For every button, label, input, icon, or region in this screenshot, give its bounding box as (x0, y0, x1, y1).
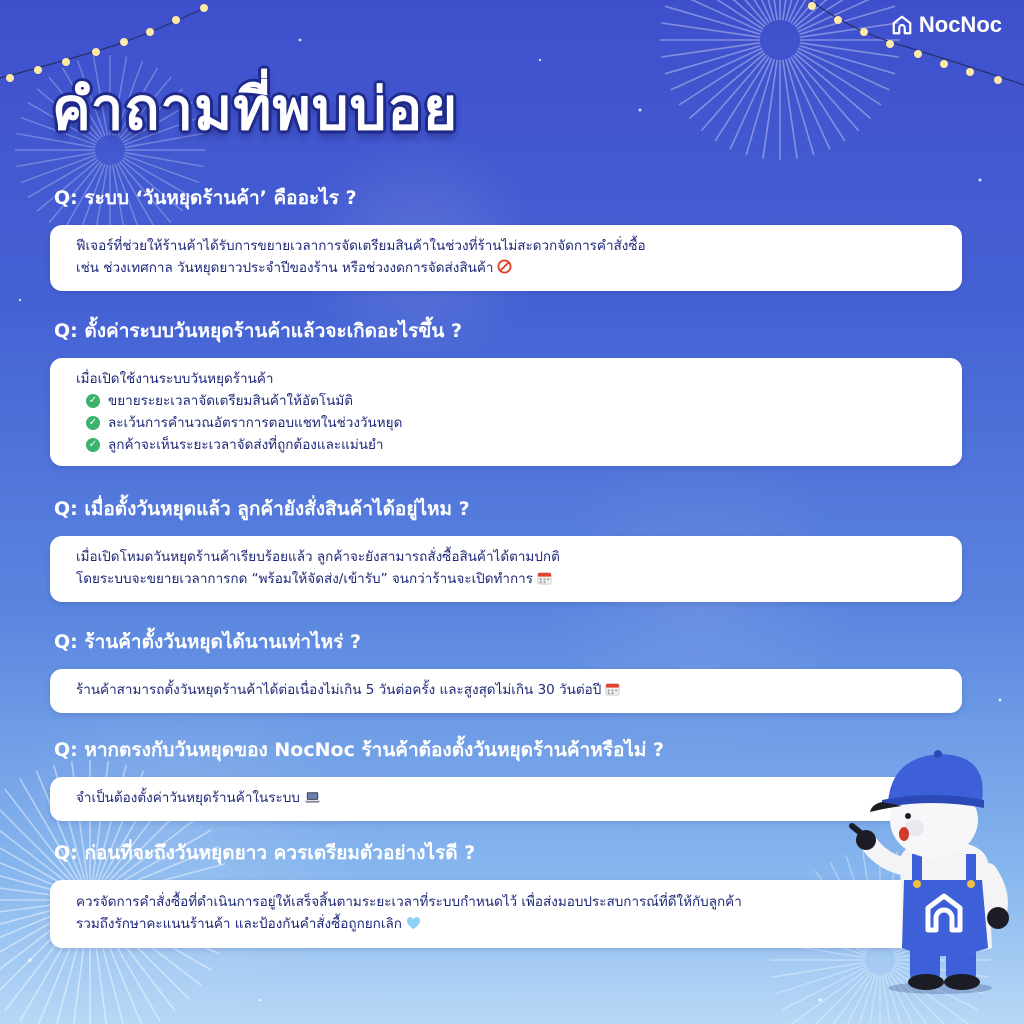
faq-answer-card (50, 358, 962, 466)
answer-line-with-icon (76, 913, 936, 937)
firework-ray (797, 51, 881, 105)
firework-ray (791, 57, 845, 141)
bullet-item (86, 434, 936, 456)
light-blue-heart-icon (406, 915, 421, 937)
answer-intro: เมื่อเปิดใช้งานระบบวันหยุดร้านค้า (76, 371, 274, 387)
prohibited-icon (497, 259, 512, 281)
answer-line-with-icon (76, 257, 936, 281)
answer-line: รวมถึงรักษาคะแนนร้านค้า และป้องกันคำสั่งซื้อถูกยกเลิก (76, 916, 402, 932)
firework-ray (715, 57, 769, 141)
answer-line: จำเป็นต้องตั้งค่าวันหยุดร้านค้าในระบบ (76, 790, 300, 806)
faq-item (50, 183, 962, 291)
bullet-item (86, 390, 936, 412)
answer-line-with-icon (76, 679, 936, 703)
answer-line: เช่น ช่วงเทศกาล วันหยุดยาวประจำปีของร้าน หรือช่วงงดการจัดส่งสินค้า (76, 260, 494, 276)
answer-line: ฟีเจอร์ที่ช่วยให้ร้านค้าได้รับการขยายเวลาการจัดเตรียมสินค้าในช่วงที่ร้านไม่สะดวกจัดการคำสั่งซื้อ (76, 238, 646, 254)
house-logo-icon (891, 14, 913, 36)
answer-line-with-icon (76, 787, 936, 811)
faq-question: Q: ก่อนที่จะถึงวันหยุดยาว ควรเตรียมตัวอย่างไรดี ? (54, 842, 476, 864)
faq-item (50, 735, 962, 821)
calendar-icon (537, 570, 552, 592)
faq-question: Q: หากตรงกับวันหยุดของ NocNoc ร้านค้าต้องตั้งวันหยุดร้านค้าหรือไม่ ? (54, 739, 665, 761)
firework-ray (679, 51, 763, 105)
brand-name: NocNoc (918, 12, 1002, 37)
bullet-text: ขยายระยะเวลาจัดเตรียมสินค้าให้อัตโนมัติ (108, 393, 354, 409)
bullet-text: ลูกค้าจะเห็นระยะเวลาจัดส่งที่ถูกต้องและแม่นยำ (108, 437, 384, 453)
brand-logo (891, 12, 1002, 38)
calendar-icon (605, 681, 620, 703)
faq-question: Q: ร้านค้าตั้งวันหยุดได้นานเท่าไหร่ ? (54, 631, 362, 653)
faq-answer-card (50, 777, 962, 821)
answer-line: เมื่อเปิดโหมดวันหยุดร้านค้าเรียบร้อยแล้ว ลูกค้าจะยังสามารถสั่งซื้อสินค้าได้ตามปกติ (76, 549, 560, 565)
faq-question: Q: เมื่อตั้งวันหยุดแล้ว ลูกค้ายังสั่งสินค้าได้อยู่ไหม ? (54, 498, 470, 520)
faq-item (50, 838, 962, 948)
faq-answer-card (50, 669, 962, 713)
mascot-character (842, 742, 1024, 994)
faq-question: Q: ระบบ ‘วันหยุดร้านค้า’ คืออะไร ? (54, 187, 357, 209)
check-mark-icon: ✓ (86, 438, 100, 452)
answer-line: ร้านค้าสามารถตั้งวันหยุดร้านค้าได้ต่อเนื่องไม่เกิน 5 วันต่อครั้ง และสูงสุดไม่เกิน 30 วันต่อปี (76, 682, 602, 698)
answer-line: โดยระบบจะขยายเวลาการกด “พร้อมให้จัดส่ง/เข้ารับ” จนกว่าร้านจะเปิดทำการ (76, 571, 534, 587)
check-mark-icon: ✓ (86, 394, 100, 408)
bullet-item (86, 412, 936, 434)
bullet-text: ละเว้นการคำนวณอัตราการตอบแชทในช่วงวันหยุด (108, 415, 403, 431)
faq-answer-card (50, 536, 962, 602)
faq-item (50, 627, 962, 713)
firework-top-right (660, 0, 900, 160)
faq-item (50, 494, 962, 602)
laptop-icon (304, 789, 321, 811)
page-title: คำถามที่พบบ่อย (52, 75, 459, 143)
faq-item (50, 316, 962, 466)
answer-line-with-icon (76, 568, 936, 592)
faq-question: Q: ตั้งค่าระบบวันหยุดร้านค้าแล้วจะเกิดอะไรขึ้น ? (54, 320, 463, 342)
answer-line: ควรจัดการคำสั่งซื้อที่ดำเนินการอยู่ให้เสร็จสิ้นตามระยะเวลาที่ระบบกำหนดไว้ เพื่อส่งมอบประสบการณ์ที่ดีให้กับลูกค้า (76, 894, 742, 910)
faq-answer-card (50, 880, 962, 948)
check-mark-icon: ✓ (86, 416, 100, 430)
faq-answer-card (50, 225, 962, 291)
